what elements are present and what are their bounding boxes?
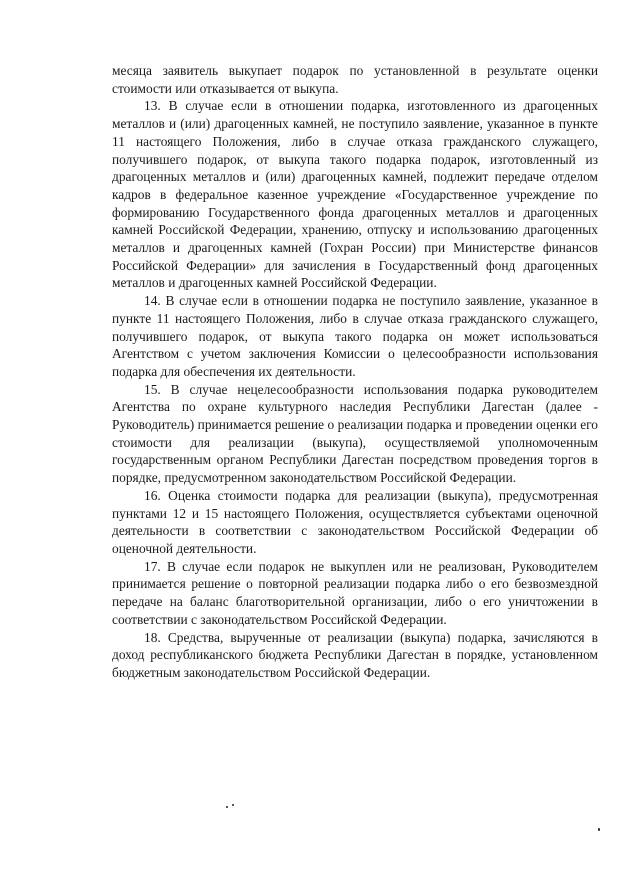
paragraph-18: 18. Средства, вырученные от реализации (выкупа) подарка, зачисляются в доход республиканского бюджета Республики Дагестан в порядке, установленном бюджетным законодательством Российской Федерации. (112, 629, 598, 680)
paragraph-continuation: месяца заявитель выкупает подарок по установленной в результате оценки стоимости или отказывается от выкупа. (112, 63, 598, 96)
paragraph-13: 13. В случае если в отношении подарка, изготовленного из драгоценных металлов и (или) драгоценных камней, не поступило заявление, указанное в пункте 11 настоящего Положения, либо в случае отказа гражданского служащего, получившего подарок, от выкупа такого подарка подарок, изготовленный из драгоценных металлов и (или) драгоценных камней, подлежит передаче отделом кадров в федеральное казенное учреждение «Государственное учреждение по формированию Государственного фонда драгоценных металлов и драгоценных камней Российской Федерации, хранению, отпуску и использованию драгоценных металлов и драгоценных камней (Гохран России) при Министерстве финансов Российской Федерации» для зачисления в Государственный фонд драгоценных металлов и драгоценных камней Российской Федерации. (112, 98, 598, 291)
document-body (112, 62, 598, 682)
paragraph-16: 16. Оценка стоимости подарка для реализации (выкупа), предусмотренная пунктами 12 и 15 настоящего Положения, осуществляется субъектами оценочной деятельности в соответствии с законодательством Российской Федерации об оценочной деятельности. (112, 487, 598, 556)
scan-speck (232, 804, 234, 806)
paragraph-15: 15. В случае нецелесообразности использования подарка руководителем Агентства по охране культурного наследия Республики Дагестан (далее - Руководитель) принимается решение о реализации подарка и проведении оценки его стоимости для реализации (выкупа), осуществляемой уполномоченным государственным органом Республики Дагестан посредством проведения торгов в порядке, предусмотренном законодательством Российской Федерации. (112, 381, 598, 486)
paragraph-14: 14. В случае если в отношении подарка не поступило заявление, указанное в пункте 11 настоящего Положения, либо в случае отказа гражданского служащего, получившего подарок, от выкупа такого подарка он может использоваться Агентством с учетом заключения Комиссии о целесообразности использования подарка для обеспечения их деятельности. (112, 293, 598, 379)
scan-speck (598, 828, 600, 831)
paragraph-17: 17. В случае если подарок не выкуплен или не реализован, Руководителем принимается решение о повторной реализации подарка либо о его безвозмездной передаче на баланс благотворительной организации, либо о его уничтожении в соответствии с законодательством Российской Федерации. (112, 558, 598, 627)
scan-speck (226, 806, 228, 808)
